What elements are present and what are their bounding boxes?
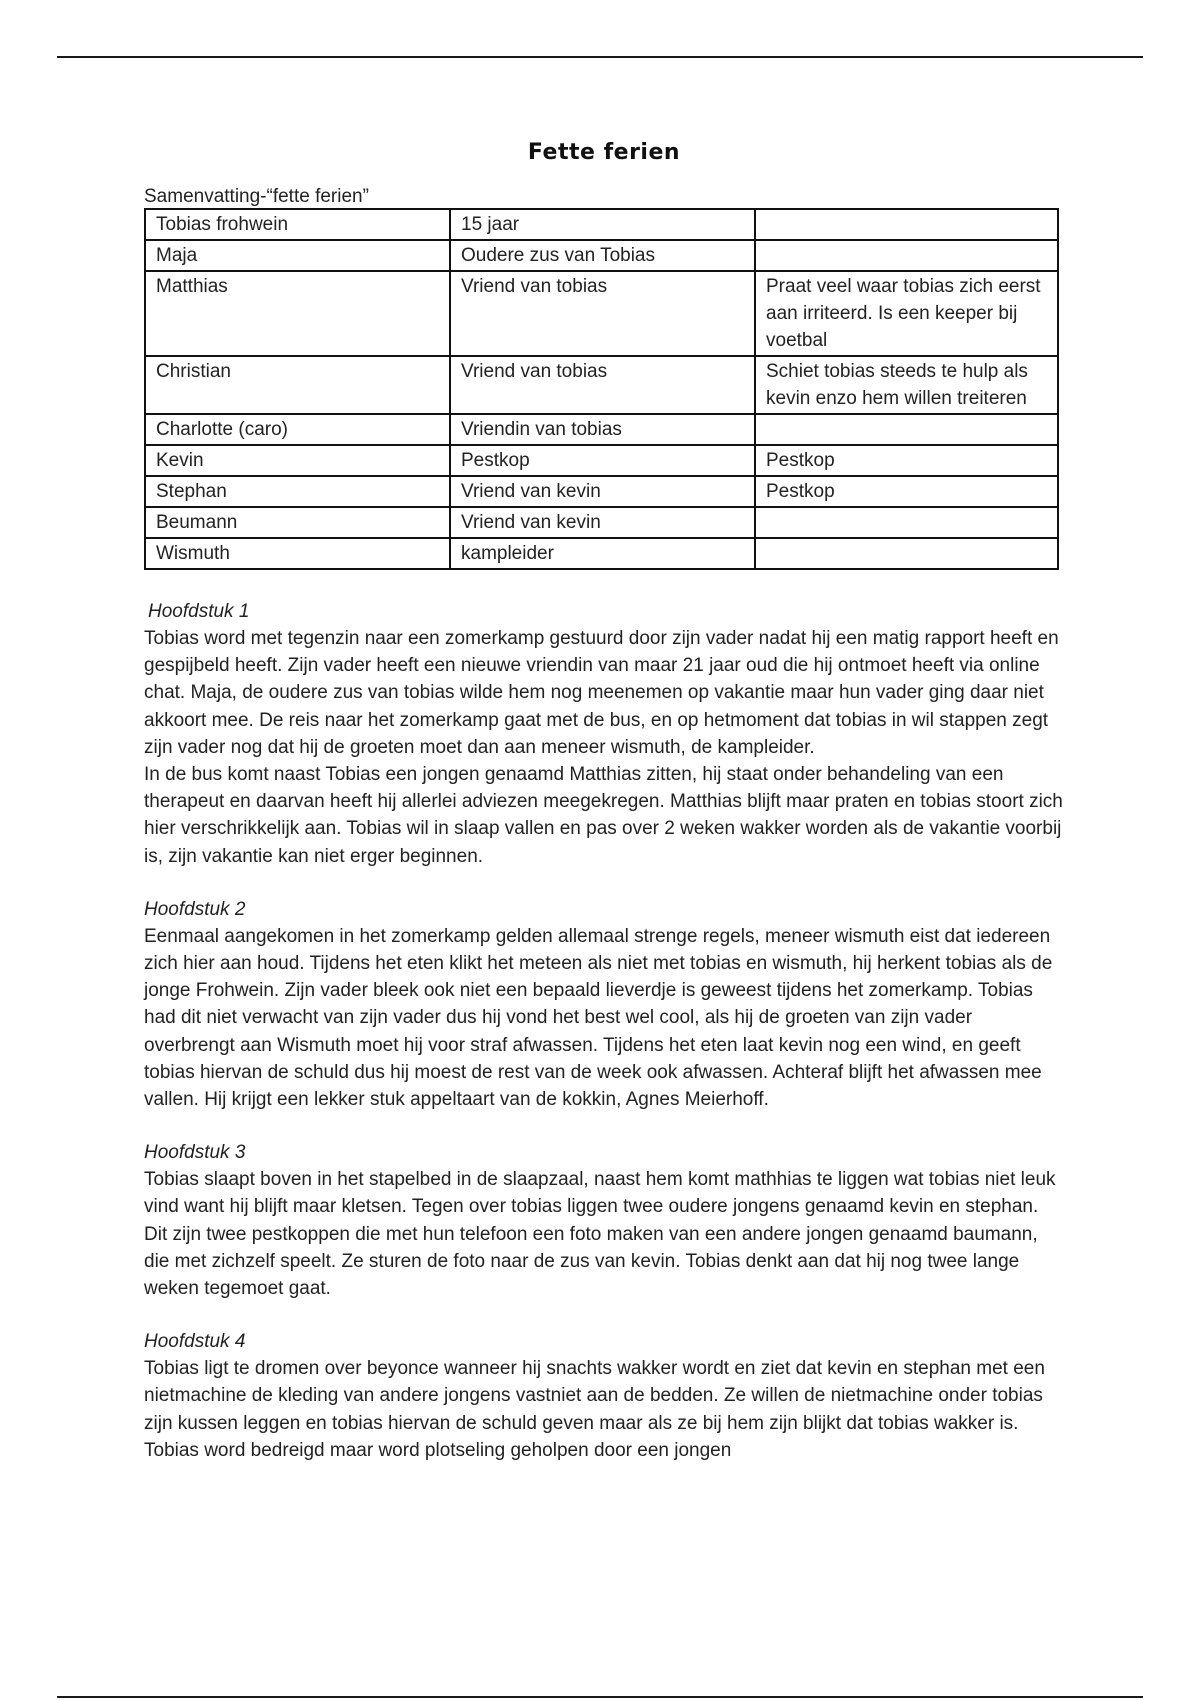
character-relation-cell: Oudere zus van Tobias xyxy=(450,240,755,271)
character-relation-cell: Pestkop xyxy=(450,445,755,476)
character-relation-cell: Vriendin van tobias xyxy=(450,414,755,445)
table-row xyxy=(145,271,1058,356)
footer-rule xyxy=(57,1696,1143,1698)
character-relation-cell: kampleider xyxy=(450,538,755,569)
chapter-section xyxy=(144,1328,1064,1464)
character-name-cell: Matthias xyxy=(145,271,450,356)
character-note-cell: Praat veel waar tobias zich eerst aan irriteerd. Is een keeper bij voetbal xyxy=(755,271,1058,356)
chapter-section xyxy=(144,1139,1064,1302)
character-name-cell: Stephan xyxy=(145,476,450,507)
chapters xyxy=(144,598,1064,1464)
table-row xyxy=(145,507,1058,538)
table-row xyxy=(145,445,1058,476)
character-name-cell: Beumann xyxy=(145,507,450,538)
chapter-paragraph: Tobias ligt te dromen over beyonce wanneer hij snachts wakker wordt en ziet dat kevin en stephan met een nietmachine de kleding van andere jongens vastniet aan de bedden. Ze willen de nietmachine onder tobias zijn kussen leggen en tobias hiervan de schuld geven maar als ze bij hem zijn blijkt dat tobias wakker is. Tobias word bedreigd maar word plotseling geholpen door een jongen xyxy=(144,1358,1045,1461)
chapter-paragraph: Eenmaal aangekomen in het zomerkamp gelden allemaal strenge regels, meneer wismuth eist dat iedereen zich hier aan houd. Tijdens het eten klikt het meteen als niet met tobias en wismuth, hij herkent tobias als de jonge Frohwein. Zijn vader bleek ook niet een bepaald lieverdje is geweest tijdens het zomerkamp. Tobias had dit niet verwacht van zijn vader dus hij vond het best wel cool, als hij de groeten van zijn vader overbrengt aan Wismuth moet hij voor straf afwassen. Tijdens het eten laat kevin nog een wind, en geeft tobias hiervan de schuld dus hij moest de rest van de week ook afwassen. Achteraf blijft het afwassen mee vallen. Hij krijgt een lekker stuk appeltaart van de kokkin, Agnes Meierhoff. xyxy=(144,925,1053,1111)
document-body xyxy=(144,140,1064,1464)
chapter-heading: Hoofdstuk 1 xyxy=(148,601,250,622)
character-relation-cell: Vriend van kevin xyxy=(450,476,755,507)
table-row xyxy=(145,209,1058,240)
character-name-cell: Maja xyxy=(145,240,450,271)
chapter-section xyxy=(144,896,1064,1113)
character-relation-cell: Vriend van tobias xyxy=(450,271,755,356)
table-row xyxy=(145,476,1058,507)
table-row xyxy=(145,240,1058,271)
character-note-cell xyxy=(755,414,1058,445)
table-row xyxy=(145,538,1058,569)
summary-label: Samenvatting-“fette ferien” xyxy=(144,186,369,207)
table-row xyxy=(145,356,1058,414)
chapter-heading: Hoofdstuk 2 xyxy=(144,898,246,920)
chapter-paragraph: In de bus komt naast Tobias een jongen genaamd Matthias zitten, hij staat onder behandeling van een therapeut en daarvan heeft hij allerlei adviezen meegekregen. Matthias blijft maar praten en tobias stoort zich hier verschrikkelijk aan. Tobias wil in slaap vallen en pas over 2 weken wakker worden als de vakantie voorbij is, zijn vakantie kan niet erger beginnen. xyxy=(144,764,1063,867)
table-row xyxy=(145,414,1058,445)
character-note-cell xyxy=(755,240,1058,271)
character-name-cell: Wismuth xyxy=(145,538,450,569)
character-relation-cell: 15 jaar xyxy=(450,209,755,240)
character-name-cell: Kevin xyxy=(145,445,450,476)
character-name-cell: Christian xyxy=(145,356,450,414)
chapter-heading: Hoofdstuk 4 xyxy=(144,1331,246,1353)
character-note-cell xyxy=(755,538,1058,569)
chapter-paragraph: Tobias word met tegenzin naar een zomerkamp gestuurd door zijn vader nadat hij een matig rapport heeft en gespijbeld heeft. Zijn vader heeft een nieuwe vriendin van maar 21 jaar oud die hij ontmoet heeft via online chat. Maja, de oudere zus van tobias wilde hem nog meenemen op vakantie maar hun vader ging daar niet akkoort mee. De reis naar het zomerkamp gaat met de bus, en op hetmoment dat tobias in wil stappen zegt zijn vader nog dat hij de groeten moet dan aan meneer wismuth, de kampleider. xyxy=(144,628,1059,758)
character-table xyxy=(144,208,1059,570)
character-note-cell: Pestkop xyxy=(755,445,1058,476)
character-note-cell xyxy=(755,209,1058,240)
character-relation-cell: Vriend van kevin xyxy=(450,507,755,538)
chapter-paragraph: Tobias slaapt boven in het stapelbed in de slaapzaal, naast hem komt mathhias te liggen wat tobias niet leuk vind want hij blijft maar kletsen. Tegen over tobias liggen twee oudere jongens genaamd kevin en stephan. Dit zijn twee pestkoppen die met hun telefoon een foto maken van een andere jongen genaamd baumann, die met zichzelf speelt. Ze sturen de foto naar de zus van kevin. Tobias denkt aan dat hij nog twee lange weken tegemoet gaat. xyxy=(144,1169,1056,1300)
document-title: Fette ferien xyxy=(527,140,681,165)
character-name-cell: Charlotte (caro) xyxy=(145,414,450,445)
character-note-cell: Pestkop xyxy=(755,476,1058,507)
character-name-cell: Tobias frohwein xyxy=(145,209,450,240)
chapter-heading: Hoofdstuk 3 xyxy=(144,1142,246,1164)
character-relation-cell: Vriend van tobias xyxy=(450,356,755,414)
chapter-section xyxy=(144,598,1064,870)
header-rule xyxy=(57,56,1143,58)
character-note-cell: Schiet tobias steeds te hulp als kevin enzo hem willen treiteren xyxy=(755,356,1058,414)
character-note-cell xyxy=(755,507,1058,538)
